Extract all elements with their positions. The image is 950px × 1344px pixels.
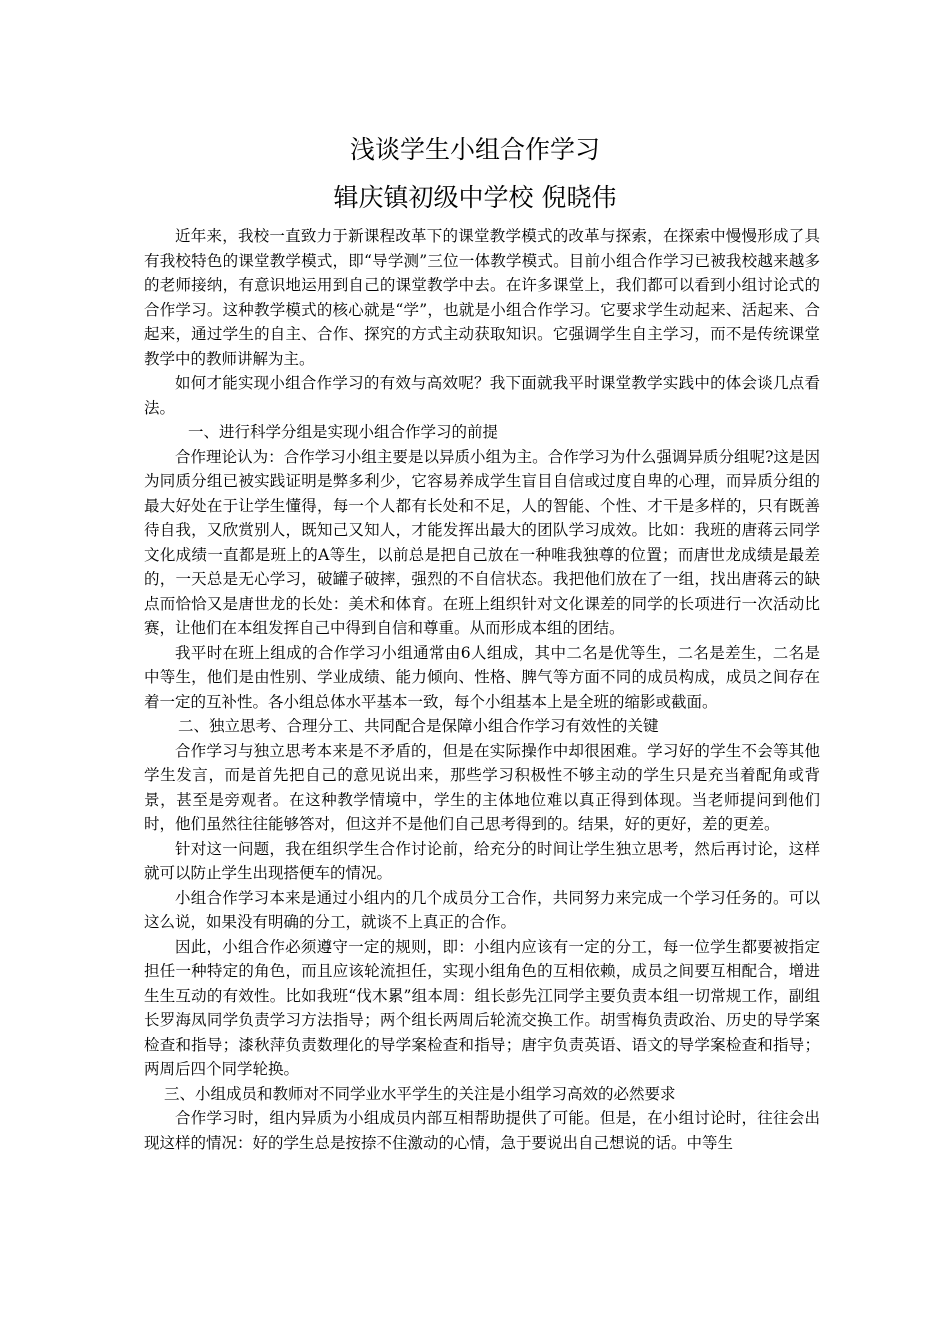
question-paragraph: 如何才能实现小组合作学习的有效与高效呢？我下面就我平时课堂教学实践中的体会谈几点看法。 [144,374,820,417]
section-heading-2: 二、独立思考、合理分工、共同配合是保障小组合作学习有效性的关键 [178,717,659,735]
section1-paragraph: 我平时在班上组成的合作学习小组通常由6人组成，其中二名是优等生，二名是差生，二名是中等生，他们是由性别、学业成绩、能力倾向、性格、脾气等方面不同的成员构成，成员之间存在着一定的互补性。各小组总体水平基本一致，每个小组基本上是全班的缩影或截面。 [144,643,820,711]
section3-paragraph: 合作学习时，组内异质为小组成员内部互相帮助提供了可能。但是，在小组讨论时，往往会出现这样的情况：好的学生总是按捺不住激动的心情，急于要说出自己想说的话。中等生 [144,1109,820,1152]
section2-paragraph: 小组合作学习本来是通过小组内的几个成员分工合作，共同努力来完成一个学习任务的。可以这么说，如果没有明确的分工，就谈不上真正的合作。 [144,888,820,931]
section-heading-1: 一、进行科学分组是实现小组合作学习的前提 [188,423,499,441]
section2-paragraph: 合作学习与独立思考本来是不矛盾的，但是在实际操作中却很困难。学习好的学生不会等其他学生发言，而是首先把自己的意见说出来，那些学习积极性不够主动的学生只是充当着配角或背景，甚至是旁观者。在这种教学情境中，学生的主体地位难以真正得到体现。当老师提问到他们时，他们虽然往往能够答对，但这并不是他们自己思考得到的。结果，好的更好，差的更差。 [144,741,820,833]
section2-paragraph: 针对这一问题，我在组织学生合作讨论前，给充分的时间让学生独立思考，然后再讨论，这样就可以防止学生出现搭便车的情况。 [144,839,820,882]
section2-paragraph: 因此，小组合作必须遵守一定的规则，即：小组内应该有一定的分工，每一位学生都要被指定担任一种特定的角色，而且应该轮流担任，实现小组角色的互相依赖，成员之间要互相配合，增进生生互动的有效性。比如我班“伐木累”组本周：组长彭先江同学主要负责本组一切常规工作，副组长罗海凤同学负责学习方法指导；两个组长两周后轮流交换工作。胡雪梅负责政治、历史的导学案检查和指导；漆秋萍负责数理化的导学案检查和指导；唐宇负责英语、语文的导学案检查和指导；两周后四个同学轮换。 [144,937,820,1078]
section-heading-3: 三、小组成员和教师对不同学业水平学生的关注是小组学习高效的必然要求 [164,1084,676,1103]
document-title: 浅谈学生小组合作学习 [349,135,600,164]
section1-paragraph: 合作理论认为：合作学习小组主要是以异质小组为主。合作学习为什么强调异质分组呢?这是因为同质分组已被实践证明是弊多利少，它容易养成学生盲目自信或过度自卑的心理，而异质分组的最大好处在于让学生懂得，每一个人都有长处和不足，人的智能、个性、才干是多样的，只有既善待自我，又欣赏别人，既知己又知人，才能发挥出最大的团队学习成效。比如：我班的唐蒋云同学文化成绩一直都是班上的A等生，以前总是把自己放在一种唯我独尊的位置；而唐世龙成绩是最差的，一天总是无心学习，破罐子破摔，强烈的不自信状态。我把他们放在了一组，找出唐蒋云的缺点而恰恰又是唐世龙的长处：美术和体育。在班上组织针对文化课差的同学的长项进行一次活动比赛，让他们在本组发挥自己中得到自信和尊重。从而形成本组的团结。 [144,447,820,637]
document-body [144,224,820,1155]
intro-paragraph: 近年来，我校一直致力于新课程改革下的课堂教学模式的改革与探索，在探索中慢慢形成了具有我校特色的课堂教学模式，即“导学测”三位一体教学模式。目前小组合作学习已被我校越来越多的老师接纳，有意识地运用到自己的课堂教学中去。在许多课堂上，我们都可以看到小组讨论式的合作学习。这种教学模式的核心就是“学”，也就是小组合作学习。它要求学生动起来、活起来、合起来，通过学生的自主、合作、探究的方式主动获取知识。它强调学生自主学习，而不是传统课堂教学中的教师讲解为主。 [144,227,820,368]
document-byline: 辑庆镇初级中学校 倪晓伟 [333,183,617,212]
